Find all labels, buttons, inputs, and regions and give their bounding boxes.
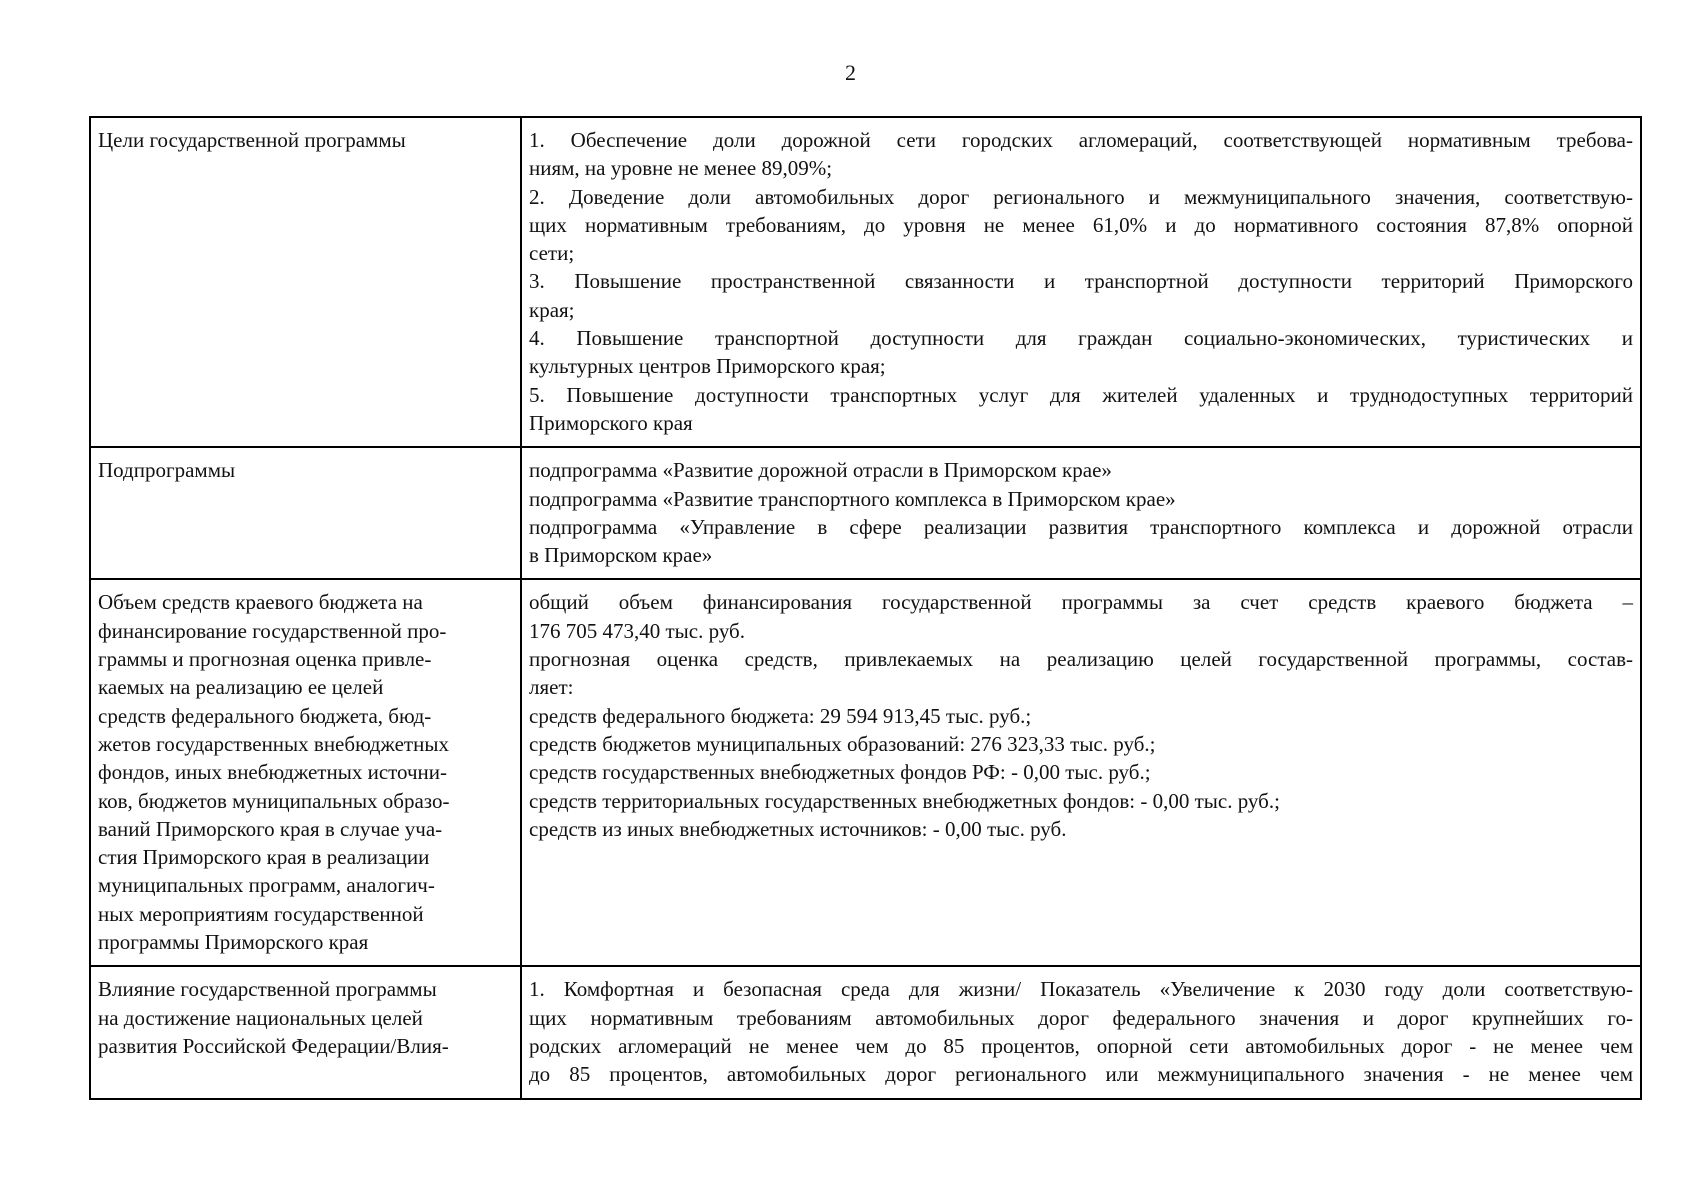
- row-label-cell: [90, 966, 521, 1099]
- row-content-cell: [521, 447, 1641, 579]
- content-line: ляет:: [529, 675, 574, 700]
- content-line: подпрограмма «Развитие транспортного комплекса в Приморском крае»: [529, 486, 1176, 511]
- content-line: средств из иных внебюджетных источников: - 0,00 тыс. руб.: [529, 816, 1067, 841]
- row-label-line: средств федерального бюджета, бюд-: [98, 703, 432, 728]
- row-label-line: граммы и прогнозная оценка привле-: [98, 647, 432, 672]
- table-row-national-goals: [90, 966, 1641, 1099]
- content-line: подпрограмма «Управление в сфере реализации развития транспортного комплекса и дорожной отрасли: [529, 514, 1633, 539]
- row-label-line: развития Российской Федерации/Влия-: [98, 1033, 449, 1058]
- page-number: 2: [845, 60, 856, 85]
- content-line: Приморского края: [529, 410, 693, 435]
- content-line: щих нормативным требованиям, до уровня не менее 61,0% и до нормативного состояния 87,8% опорной: [529, 212, 1633, 237]
- row-content-cell: [521, 117, 1641, 447]
- content-line: подпрограмма «Развитие дорожной отрасли в Приморском крае»: [529, 458, 1112, 483]
- row-label-line: программы Приморского края: [98, 930, 369, 955]
- content-line: 5. Повышение доступности транспортных услуг для жителей удаленных и труднодоступных территорий: [529, 382, 1633, 407]
- row-label-line: Влияние государственной программы: [98, 977, 437, 1002]
- content-line: средств федерального бюджета: 29 594 913,45 тыс. руб.;: [529, 703, 1032, 728]
- content-line: щих нормативным требованиям автомобильных дорог федерального значения и дорог крупнейших го-: [529, 1005, 1633, 1030]
- row-label-line: стия Приморского края в реализации: [98, 845, 430, 870]
- row-content-cell: [521, 966, 1641, 1099]
- row-label-line: Подпрограммы: [98, 458, 236, 483]
- table-row-goals: [90, 117, 1641, 447]
- row-label-line: каемых на реализацию ее целей: [98, 675, 384, 700]
- content-line: 1. Комфортная и безопасная среда для жизни/ Показатель «Увеличение к 2030 году доли соответствую-: [529, 977, 1633, 1002]
- row-label-line: ных мероприятиям государственной: [98, 901, 424, 926]
- content-line: ниям, на уровне не менее 89,09%;: [529, 156, 833, 181]
- content-line: культурных центров Приморского края;: [529, 354, 886, 379]
- content-line: 3. Повышение пространственной связанности и транспортной доступности территорий Приморского: [529, 269, 1633, 294]
- table-row-funding: [90, 579, 1641, 966]
- row-label-line: фондов, иных внебюджетных источни-: [98, 760, 448, 785]
- content-line: края;: [529, 297, 575, 322]
- row-label-line: на достижение национальных целей: [98, 1005, 423, 1030]
- content-line: 176 705 473,40 тыс. руб.: [529, 618, 745, 643]
- row-label-line: муниципальных программ, аналогич-: [98, 873, 435, 898]
- row-label-line: ков, бюджетов муниципальных образо-: [98, 788, 450, 813]
- content-line: средств бюджетов муниципальных образований: 276 323,33 тыс. руб.;: [529, 731, 1156, 756]
- row-label-line: Объем средств краевого бюджета на: [98, 590, 423, 615]
- row-label-cell: [90, 117, 521, 447]
- content-line: средств территориальных государственных внебюджетных фондов: - 0,00 тыс. руб.;: [529, 788, 1280, 813]
- content-line: в Приморском крае»: [529, 543, 713, 568]
- row-content-cell: [521, 579, 1641, 966]
- content-line: средств государственных внебюджетных фондов РФ: - 0,00 тыс. руб.;: [529, 760, 1151, 785]
- content-line: прогнозная оценка средств, привлекаемых на реализацию целей государственной программы, состав-: [529, 647, 1633, 672]
- content-line: общий объем финансирования государственной программы за счет средств краевого бюджета –: [529, 590, 1633, 615]
- row-label-cell: [90, 447, 521, 579]
- row-label-line: ваний Приморского края в случае уча-: [98, 816, 443, 841]
- content-line: 1. Обеспечение доли дорожной сети городских агломераций, соответствующей нормативным требова-: [529, 128, 1633, 152]
- row-label-line: Цели государственной программы: [98, 128, 406, 152]
- cell-clip: [529, 975, 1633, 1089]
- content-line: до 85 процентов, автомобильных дорог регионального или межмуниципального значения - не менее чем: [529, 1062, 1633, 1087]
- row-label-line: жетов государственных внебюджетных: [98, 731, 449, 756]
- passport-table: [89, 116, 1642, 1100]
- content-line: 4. Повышение транспортной доступности для граждан социально-экономических, туристических и: [529, 326, 1633, 351]
- table-row-subprograms: [90, 447, 1641, 579]
- cell-clip: [98, 975, 513, 1089]
- content-line: 2. Доведение доли автомобильных дорог регионального и межмуниципального значения, соответствую-: [529, 184, 1633, 209]
- row-label-cell: [90, 579, 521, 966]
- row-label-line: финансирование государственной про-: [98, 618, 447, 643]
- content-line: сети;: [529, 241, 575, 266]
- content-line: родских агломераций не менее чем до 85 процентов, опорной сети автомобильных дорог - не менее чем: [529, 1033, 1633, 1058]
